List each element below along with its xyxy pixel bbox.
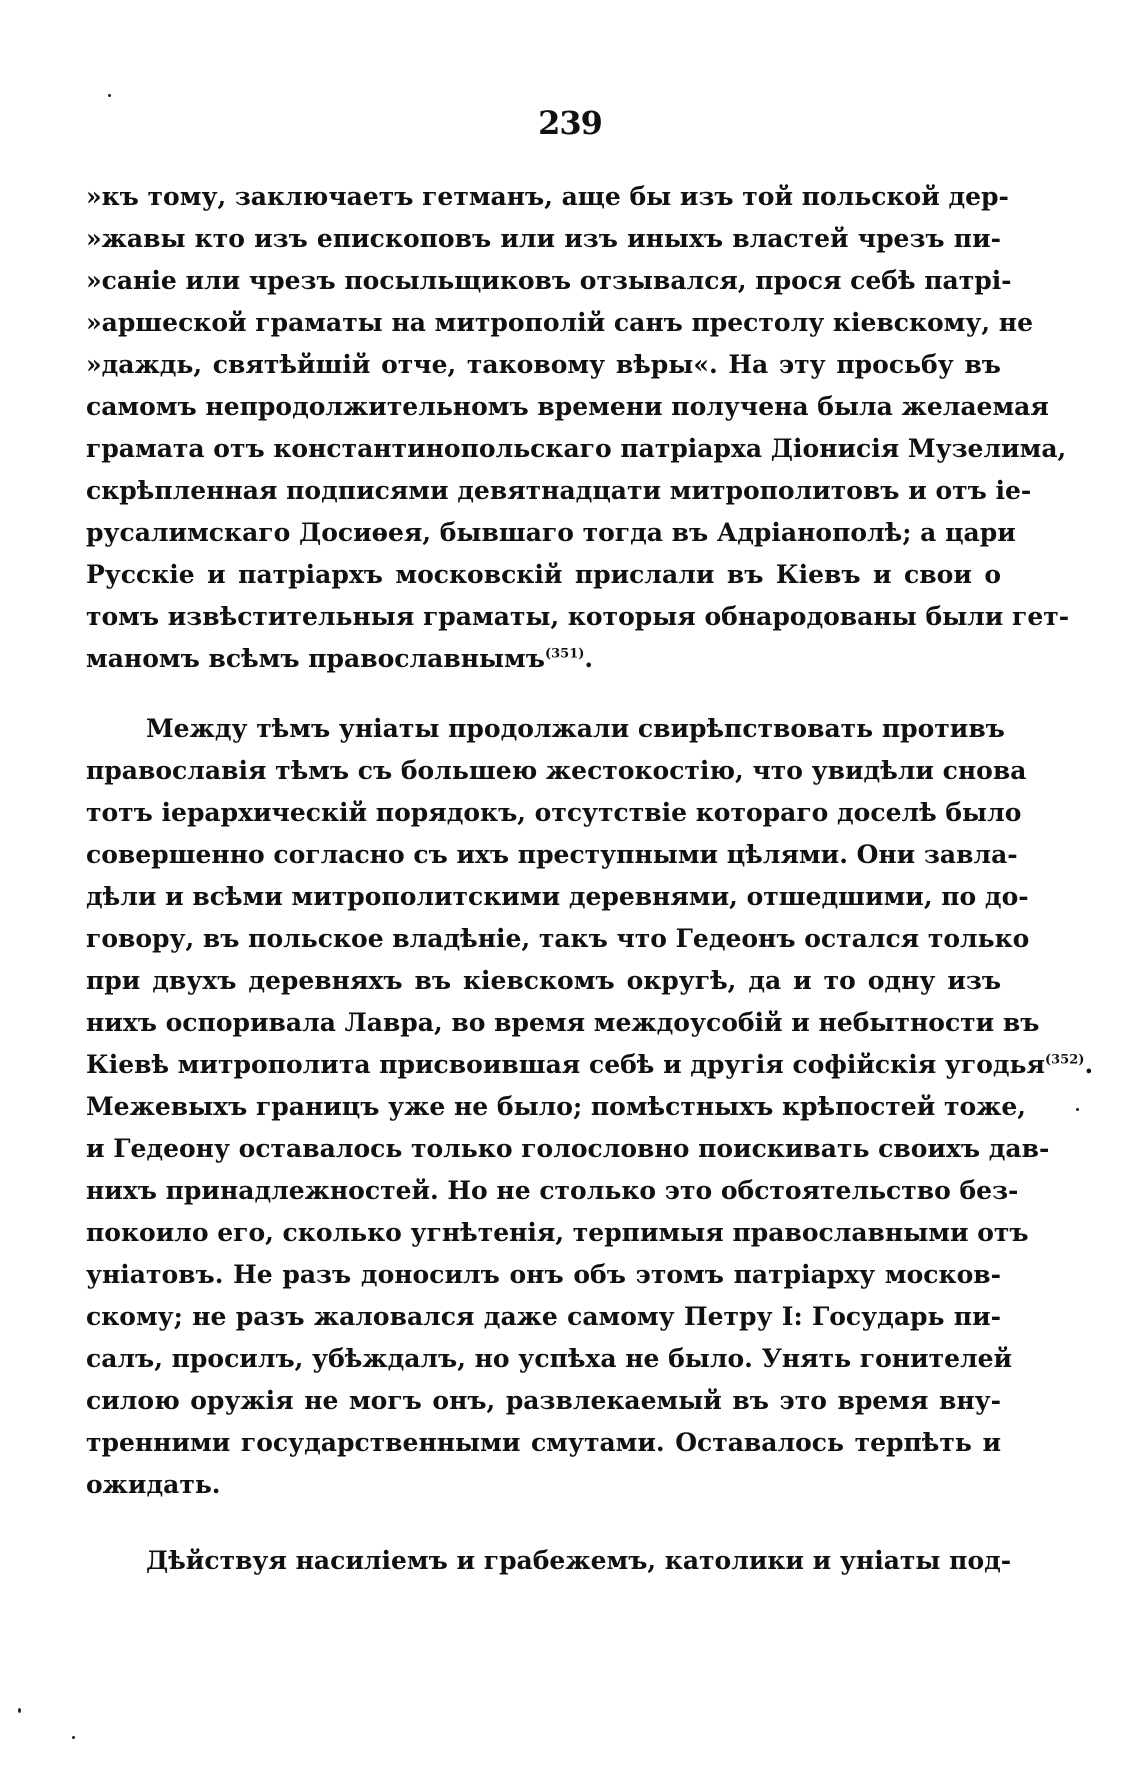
scan-speck: [72, 1736, 75, 1739]
footnote-ref: (352): [1044, 1052, 1085, 1068]
text-line: скому; не разъ жаловался даже самому Петру I: Государь пи-: [86, 1302, 1001, 1331]
line-tail: .: [1084, 1050, 1094, 1079]
text-line-body: Кіевѣ митрополита присвоившая себѣ и другія софійскія угодья: [86, 1050, 1045, 1079]
text-line: нихъ оспоривала Лавра, во время междоусобій и небытности въ: [86, 1008, 1040, 1037]
text-line: при двухъ деревняхъ въ кіевскомъ округѣ, да и то одну изъ: [86, 966, 1001, 995]
text-line-body: маномъ всѣмъ православнымъ: [86, 644, 545, 673]
text-line: покоило его, сколько угнѣтенія, терпимыя православными отъ: [86, 1218, 1029, 1247]
text-line: уніатовъ. Не разъ доносилъ онъ объ этомъ патріарху москов-: [86, 1260, 1001, 1289]
text-line: и Гедеону оставалось только голословно поискивать своихъ дав-: [86, 1134, 1050, 1163]
text-line: Межевыхъ границъ уже не было; помѣстныхъ крѣпостей тоже,: [86, 1092, 1026, 1121]
text-line-with-footnote: [86, 638, 1001, 680]
text-line: »саніе или чрезъ посыльщиковъ отзывался, прося себѣ патрі-: [86, 266, 1012, 295]
text-line: »даждь, святѣйшій отче, таковому вѣры«. На эту просьбу въ: [86, 350, 1001, 379]
text-line: тренними государственными смутами. Оставалось терпѣть и: [86, 1428, 1001, 1457]
text-line: силою оружія не могъ онъ, развлекаемый въ это время вну-: [86, 1386, 1001, 1415]
text-line: нихъ принадлежностей. Но не столько это обстоятельство без-: [86, 1176, 1019, 1205]
paragraph-2: [86, 708, 1094, 1506]
text-line: самомъ непродолжительномъ времени получена была желаемая: [86, 392, 1049, 421]
text-line: говору, въ польское владѣніе, такъ что Гедеонъ остался только: [86, 924, 1030, 953]
text-line: салъ, просилъ, убѣждалъ, но успѣха не было. Унять гонителей: [86, 1344, 1013, 1373]
line-tail: .: [584, 644, 594, 673]
text-line-with-footnote: [86, 1044, 1094, 1086]
text-line: »къ тому, заключаетъ гетманъ, аще бы изъ той польской дер-: [86, 182, 1009, 211]
scan-speck: [18, 1708, 21, 1713]
text-line: Между тѣмъ уніаты продолжали свирѣпствовать противъ: [146, 714, 1005, 743]
text-line: православія тѣмъ съ большею жестокостію, что увидѣли снова: [86, 756, 1027, 785]
scan-speck: [108, 94, 111, 97]
text-line: Русскіе и патріархъ московскій прислали въ Кіевъ и свои о: [86, 560, 1001, 589]
text-line: дѣли и всѣми митрополитскими деревнями, отшедшими, по до-: [86, 882, 1029, 911]
text-line: »жавы кто изъ епископовъ или изъ иныхъ властей чрезъ пи-: [86, 224, 1001, 253]
paragraph-3: [86, 1540, 1012, 1582]
text-line: томъ извѣстительныя граматы, которыя обнародованы были гет-: [86, 602, 1070, 631]
text-line: »аршеской граматы на митрополій санъ престолу кіевскому, не: [86, 308, 1034, 337]
text-line: русалимскаго Досиѳея, бывшаго тогда въ Адріанополѣ; а цари: [86, 518, 1016, 547]
scan-speck: [1076, 1108, 1079, 1111]
text-line: ожидать.: [86, 1470, 221, 1499]
text-line: тотъ іерархическій порядокъ, отсутствіе котораго доселѣ было: [86, 798, 1022, 827]
text-line: совершенно согласно съ ихъ преступными цѣлями. Они завла-: [86, 840, 1018, 869]
text-line: Дѣйствуя насиліемъ и грабежемъ, католики и уніаты под-: [146, 1546, 1012, 1575]
text-line: скрѣпленная подписями девятнадцати митрополитовъ и отъ іе-: [86, 476, 1032, 505]
text-line: грамата отъ константинопольскаго патріарха Діонисія Музелима,: [86, 434, 1067, 463]
page-number: 239: [538, 104, 602, 142]
paragraph-1: [86, 176, 1070, 680]
footnote-ref: (351): [544, 646, 585, 662]
